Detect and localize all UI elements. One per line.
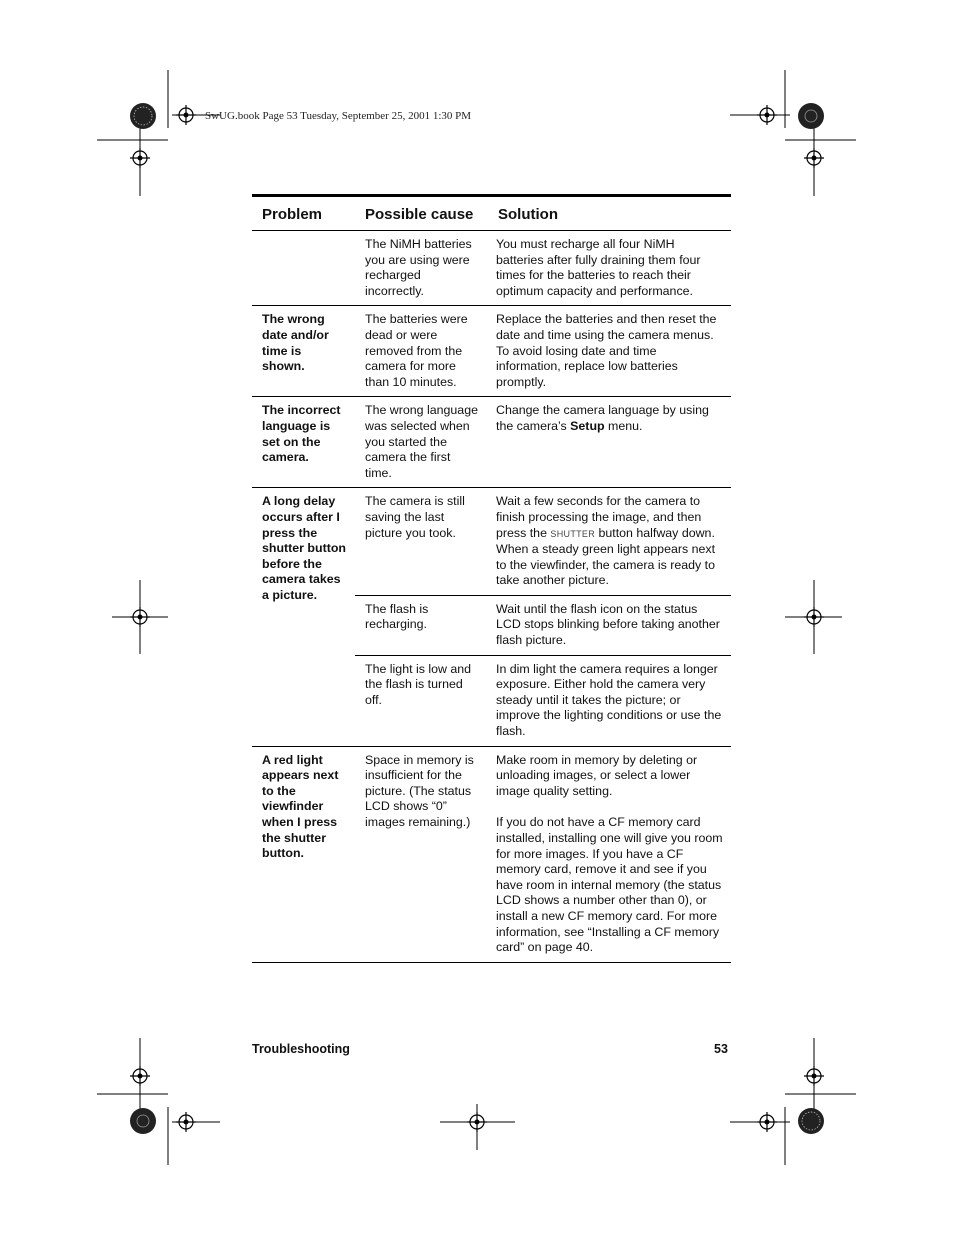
header-problem: Problem	[252, 196, 355, 231]
solution-cell: Change the camera language by using the camera’s Setup menu.	[488, 397, 731, 488]
cause-cell: The batteries were dead or were removed from the camera for more than 10 minutes.	[355, 306, 488, 397]
problem-cell: The wrong date and/or time is shown.	[252, 306, 355, 397]
setup-menu-name: Setup	[570, 418, 605, 433]
cause-cell: The NiMH batteries you are using were recharged incorrectly.	[355, 231, 488, 306]
cause-cell: The camera is still saving the last picture you took.	[355, 488, 488, 596]
solution-cell: Wait until the flash icon on the status LCD stops blinking before taking another flash picture.	[488, 595, 731, 655]
cause-cell: The light is low and the flash is turned off.	[355, 655, 488, 746]
solution-cell: In dim light the camera requires a longer exposure. Either hold the camera very steady until it takes the picture; or improve the lighting conditions or use the flash.	[488, 655, 731, 746]
print-slug: SwUG.book Page 53 Tuesday, September 25, 2001 1:30 PM	[205, 110, 472, 122]
solution-cell	[488, 746, 731, 962]
problem-cell: A long delay occurs after I press the shutter button before the camera takes a picture.	[252, 488, 355, 746]
table-row	[252, 397, 731, 488]
table-row	[252, 306, 731, 397]
table-row	[252, 746, 731, 962]
problem-cell	[252, 231, 355, 306]
cause-cell: The wrong language was selected when you started the camera the first time.	[355, 397, 488, 488]
table-row	[252, 231, 731, 306]
table-row	[252, 488, 731, 596]
footer-section-title: Troubleshooting	[252, 1042, 350, 1056]
page-number: 53	[714, 1042, 728, 1056]
cause-cell: The flash is recharging.	[355, 595, 488, 655]
problem-cell: The incorrect language is set on the camera.	[252, 397, 355, 488]
solution-cell: You must recharge all four NiMH batteries after fully draining them four times for the batteries to reach their optimum capacity and performance.	[488, 231, 731, 306]
problem-cell: A red light appears next to the viewfinder when I press the shutter button.	[252, 746, 355, 962]
troubleshooting-table	[252, 194, 731, 963]
solution-cell: Wait a few seconds for the camera to finish processing the image, and then press the SHUTTER button halfway down. When a steady green light appears next to the viewfinder, the camera is ready to take another picture.	[488, 488, 731, 596]
shutter-button-name: SHUTTER	[550, 528, 596, 539]
header-cause: Possible cause	[355, 196, 488, 231]
header-solution: Solution	[488, 196, 731, 231]
solution-paragraph: Make room in memory by deleting or unloading images, or select a lower image quality setting.	[496, 752, 698, 798]
solution-paragraph: If you do not have a CF memory card installed, installing one will give you room for more images. If you have a CF memory card, remove it and see if you have room in internal memory (the status LCD shows a number other than 0), or install a new CF memory card. For more information, see “Installing a CF memory card” on page 40.	[496, 815, 723, 955]
solution-cell: Replace the batteries and then reset the date and time using the camera menus. To avoid losing date and time information, replace low batteries promptly.	[488, 306, 731, 397]
cause-cell: Space in memory is insufficient for the picture. (The status LCD shows “0” images remaining.)	[355, 746, 488, 962]
